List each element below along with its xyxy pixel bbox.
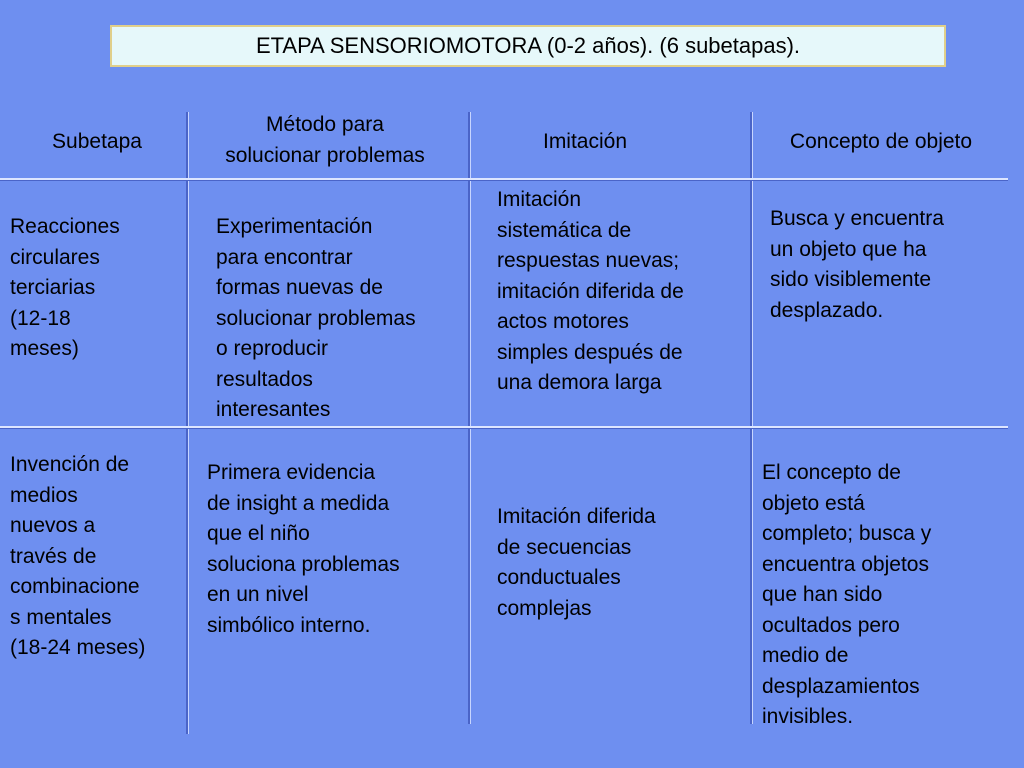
header-imitacion: Imitación: [542, 130, 628, 153]
slide-title-box: [110, 25, 946, 67]
row1-concepto-objeto: Busca y encuentra un objeto que ha sido visiblemente desplazado.: [770, 207, 944, 322]
column-divider-2: [468, 112, 471, 724]
row2-subetapa: Invención de medios nuevos a través de combinacione s mentales (18-24 meses): [10, 453, 146, 659]
header-concepto-objeto: Concepto de objeto: [789, 130, 973, 153]
slide-title: ETAPA SENSORIOMOTORA (0-2 años). (6 subetapas).: [255, 33, 801, 58]
row-divider: [0, 426, 1008, 429]
row1-imitacion: Imitación sistemática de respuestas nuevas; imitación diferida de actos motores simples después de una demora larga: [497, 188, 684, 394]
row1-subetapa: Reacciones circulares terciarias (12-18 meses): [10, 215, 120, 360]
row1-metodo: Experimentación para encontrar formas nuevas de solucionar problemas o reproducir resultados interesantes: [216, 215, 416, 421]
header-subetapa: Subetapa: [52, 130, 142, 153]
header-row-divider: [0, 178, 1008, 181]
row2-imitacion: Imitación diferida de secuencias conductuales complejas: [497, 505, 656, 620]
row2-metodo: Primera evidencia de insight a medida que el niño soluciona problemas en un nivel simbólico interno.: [207, 461, 400, 637]
column-divider-1: [186, 112, 189, 734]
row2-concepto-objeto: El concepto de objeto está completo; busca y encuentra objetos que han sido ocultados pero medio de desplazamientos invisibles.: [762, 461, 932, 728]
header-metodo: Método para solucionar problemas: [225, 113, 425, 167]
column-divider-3: [750, 112, 753, 724]
